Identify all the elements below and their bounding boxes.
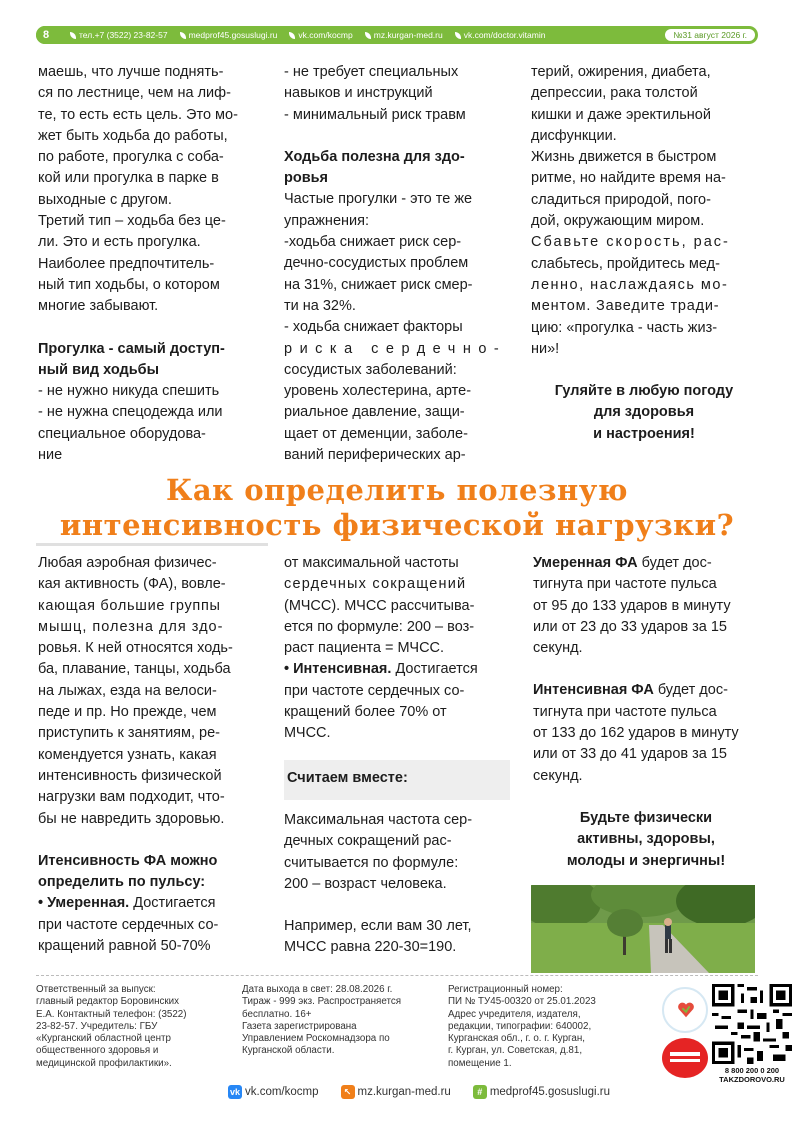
slogan-line: и настроения!: [593, 425, 695, 442]
title-line-2: интенсивность физической нагрузки?: [59, 508, 735, 542]
text-line: на 31%, снижает риск смер-: [284, 276, 473, 293]
campaign-logo: [662, 1038, 708, 1078]
footer-line: Газета зарегистрирована: [242, 1020, 357, 1032]
section-heading: Итенсивность ФА можно: [38, 852, 218, 869]
qr-code[interactable]: [712, 984, 792, 1064]
top-column-2: [284, 62, 510, 466]
text-line: ритме, но найдите время на-: [531, 170, 726, 187]
text-line: ный тип ходьбы, о котором: [38, 276, 220, 293]
section-heading: ный вид ходьбы: [38, 361, 159, 378]
hotline-number: 8 800 200 0 200: [724, 1066, 780, 1075]
text-line: от 133 до 162 ударов в минуту: [533, 725, 739, 742]
text-line: риальное давление, защи-: [284, 404, 465, 421]
text-span: будет дос-: [653, 682, 728, 699]
text-line: сладиться природой, пого-: [531, 191, 711, 208]
list-item: ние: [38, 447, 63, 464]
text-line: [533, 553, 759, 574]
text-line: приступить к занятиям, ре-: [38, 725, 221, 742]
text-line: интенсивность физической: [38, 767, 222, 784]
text-line: кращений более 70% от: [284, 704, 447, 721]
leaf-icon: [180, 32, 186, 39]
label-intense-fa: Интенсивная ФА: [533, 682, 654, 699]
footer-line: редакции, типографии: 640002,: [448, 1020, 592, 1032]
text-line: ни»!: [531, 340, 560, 357]
text-line: [533, 680, 759, 701]
slogan-line: для здоровья: [593, 404, 695, 421]
hotline-site: TAKZDOROVO.RU: [719, 1075, 785, 1084]
footer-line: Е.А. Контактный телефон: (3522): [36, 1008, 187, 1020]
footer-line: Управлением Роскомнадзора по: [242, 1033, 390, 1045]
text-line: тигнута при частоте пульса: [533, 576, 717, 593]
footer-column-3: [448, 984, 648, 1070]
text-line: уровень холестерина, арте-: [284, 383, 472, 400]
text-span: будет дос-: [637, 555, 712, 571]
text-line: на лыжах, езда на велоси-: [38, 682, 217, 699]
text-line: Максимальная частота сер-: [284, 812, 473, 828]
slogan-line: Гуляйте в любую погоду: [554, 383, 734, 400]
gos-link[interactable]: [473, 1085, 610, 1099]
leaf-icon: [70, 32, 76, 39]
text-line: [284, 659, 510, 680]
footer-links: [228, 1085, 632, 1099]
text-line: цию: «прогулка - часть жиз-: [531, 319, 718, 336]
divider: [36, 543, 268, 546]
text-line: слабьтесь, пройдитесь мед-: [531, 255, 720, 272]
leaf-icon: [365, 32, 371, 39]
text-line: кращений равной 50-70%: [38, 938, 211, 955]
text-line: педе и пр. Но прежде, чем: [38, 704, 217, 721]
header-bar: [36, 26, 758, 44]
text-line: сосудистых заболеваний:: [284, 361, 457, 378]
text-line: жет быть ходьба до работы,: [38, 127, 228, 144]
text-line: -ходьба снижает риск сер-: [284, 234, 462, 251]
text-line: ваний периферических ар-: [284, 447, 466, 464]
bottom-column-2: [284, 553, 510, 745]
text-line: терий, ожирения, диабета,: [531, 64, 711, 80]
text-line: [38, 893, 264, 914]
globe-icon: #: [473, 1085, 487, 1099]
slogan-line: Будьте физически: [579, 809, 713, 826]
footer-line: ПИ № ТУ45-00320 от 25.01.2023: [448, 996, 596, 1008]
list-item: - минимальный риск травм: [284, 106, 466, 123]
text-line: кающая большие группы: [38, 597, 221, 614]
footer-line: Адрес учредителя, издателя,: [448, 1008, 581, 1020]
text-line: Жизнь движется в быстром: [531, 149, 717, 166]
header-vk1[interactable]: [289, 30, 352, 40]
text-line: те, то есть есть цель. Это мо-: [38, 106, 238, 123]
footer-line: бесплатно. 16+: [242, 1008, 312, 1020]
text-line: кишки и даже эректильной: [531, 106, 711, 123]
vk-icon: vk: [229, 1087, 240, 1097]
text-line: щает от деменции, заболе-: [284, 425, 468, 442]
site2-text[interactable]: mz.kurgan-med.ru: [373, 30, 443, 40]
text-line: дечных сокращений рас-: [284, 833, 452, 850]
text-line: считывается по формуле:: [284, 854, 459, 871]
text-line: сердечных сокращений: [284, 576, 467, 593]
footer-line: Курганская обл., г. о. г. Курган,: [448, 1033, 585, 1045]
footer-line: общественного здоровья и: [36, 1045, 159, 1057]
footer-line: Дата выхода в свет: 28.08.2026 г.: [242, 984, 393, 995]
section-heading: Ходьба полезна для здо-: [284, 148, 465, 165]
site-link[interactable]: [341, 1085, 451, 1099]
text-line: ментом. Заведите тради-: [531, 298, 720, 315]
text-line: риска сердечно-: [284, 340, 507, 357]
list-item: специальное оборудова-: [38, 425, 206, 442]
section-heading: определить по пульсу:: [38, 874, 206, 891]
text-line: ба, плавание, танцы, ходьба: [38, 661, 231, 678]
footer-line: Ответственный за выпуск:: [36, 984, 156, 995]
text-line: депрессии, рака толстой: [531, 85, 698, 102]
list-item: - не нужно никуда спешить: [38, 383, 220, 400]
footer-line: главный редактор Боровинских: [36, 996, 180, 1008]
header-site1[interactable]: [180, 30, 278, 40]
footer-line: «Курганский областной центр: [36, 1033, 171, 1045]
calc-heading-wrap: [287, 768, 507, 789]
text-line: мышц, полезна для здо-: [38, 618, 224, 635]
header-site2[interactable]: [365, 30, 443, 40]
text-line: тигнута при частоте пульса: [533, 703, 717, 720]
text-line: ленно, наслаждаясь мо-: [531, 276, 729, 293]
vk1-text[interactable]: vk.com/kocmp: [298, 30, 353, 40]
footer-line: Регистрационный номер:: [448, 984, 563, 995]
text-line: бы не навредить здоровью.: [38, 810, 225, 827]
page-number: 8: [36, 26, 56, 44]
site1-text[interactable]: medprof45.gosuslugi.ru: [188, 30, 278, 40]
text-line: кая активность (ФА), вовле-: [38, 576, 226, 593]
text-line: Любая аэробная физичес-: [38, 555, 217, 571]
text-line: от 95 до 133 ударов в минуту: [533, 597, 731, 614]
header-vk2[interactable]: [455, 30, 546, 40]
phone-text: тел.+7 (3522) 23-82-57: [79, 30, 168, 40]
text-line: по работе, прогулка с соба-: [38, 149, 224, 166]
text-line: дисфункции.: [531, 127, 617, 144]
title-line-1: Как определить полезную: [166, 473, 628, 507]
footer-column-1: [36, 984, 226, 1070]
list-item: навыков и инструкций: [284, 85, 433, 102]
health-center-logo: [662, 987, 708, 1033]
label-intense: • Интенсивная.: [284, 661, 392, 678]
footer-line: 23-82-57. Учредитель: ГБУ: [36, 1020, 158, 1032]
label-moderate-fa: Умеренная ФА: [533, 555, 638, 571]
text-line: или от 33 до 41 ударов за 15: [533, 746, 727, 763]
top-column-1: [38, 62, 264, 466]
text-line: кой или прогулка в парке в: [38, 170, 219, 187]
text-span: Достигается: [391, 661, 478, 678]
bottom-column-1: [38, 553, 264, 957]
calc-column: [284, 810, 510, 959]
site-link-text[interactable]: mz.kurgan-med.ru: [357, 1086, 451, 1098]
label-moderate: • Умеренная.: [38, 895, 130, 912]
text-line: Например, если вам 30 лет,: [284, 918, 472, 935]
issue-badge: №31 август 2026 г.: [664, 28, 756, 42]
vk-link[interactable]: [228, 1085, 319, 1099]
text-line: секунд.: [533, 640, 583, 657]
text-span: Достигается: [129, 895, 216, 912]
footer-line: медицинской профилактики».: [36, 1057, 172, 1069]
park-walk-photo: [531, 885, 755, 973]
text-line: ется по формуле: 200 – воз-: [284, 618, 475, 635]
text-line: упражнения:: [284, 212, 369, 229]
text-line: МЧСС.: [284, 725, 331, 742]
text-line: ровья. К ней относятся ходь-: [38, 640, 233, 657]
text-line: МЧСС равна 220-30=190.: [284, 939, 457, 956]
text-line: секунд.: [533, 767, 583, 784]
leaf-icon: [289, 32, 295, 39]
top-column-3: [531, 62, 757, 445]
list-item: - не требует специальных: [284, 64, 459, 80]
text-line: при частоте сердечных со-: [284, 682, 465, 699]
text-line: 200 – возраст человека.: [284, 875, 447, 892]
header-phone: [70, 30, 168, 40]
text-line: маешь, что лучше поднять-: [38, 64, 224, 80]
text-line: выходные с другом.: [38, 191, 172, 208]
leaf-icon: [455, 32, 461, 39]
text-line: Сбавьте скорость, рас-: [531, 234, 730, 251]
text-line: дой, окружающим миром.: [531, 213, 705, 230]
text-line: Частые прогулки - это те же: [284, 191, 473, 208]
text-line: ся по лестнице, чем на лиф-: [38, 85, 231, 102]
footer-line: помещение 1.: [448, 1057, 512, 1069]
list-item: - не нужна спецодежда или: [38, 404, 223, 421]
slogan-line: активны, здоровы,: [577, 831, 715, 848]
bottom-column-3: [533, 553, 759, 872]
text-line: - ходьба снижает факторы: [284, 319, 463, 336]
calc-heading: Считаем вместе:: [287, 770, 408, 786]
article-title: [36, 473, 758, 543]
footer-line: Курганской области.: [242, 1045, 335, 1057]
text-line: Третий тип – ходьба без це-: [38, 213, 226, 230]
text-line: нагрузки вам подходит, что-: [38, 789, 225, 806]
slogan-line: молоды и энергичны!: [566, 852, 726, 869]
text-line: Наиболее предпочтитель-: [38, 255, 215, 272]
text-line: от максимальной частоты: [284, 555, 459, 571]
text-line: раст пациента = МЧСС.: [284, 640, 445, 657]
text-line: или от 23 до 33 ударов за 15: [533, 618, 727, 635]
footer-divider: [36, 975, 758, 976]
footer-line: Тираж - 999 экз. Распространяется: [242, 996, 402, 1008]
text-line: дечно-сосудистых проблем: [284, 255, 469, 272]
qr-caption: [712, 1066, 792, 1084]
gos-link-text[interactable]: medprof45.gosuslugi.ru: [489, 1086, 610, 1098]
cursor-icon: ↖: [341, 1085, 355, 1099]
text-line: многие забывают.: [38, 298, 159, 315]
footer-column-2: [242, 984, 442, 1058]
footer-line: г. Курган, ул. Советская, д.81,: [448, 1045, 583, 1057]
text-line: ти на 32%.: [284, 297, 356, 314]
vk2-text[interactable]: vk.com/doctor.vitamin: [463, 30, 546, 40]
text-line: комендуется узнать, какая: [38, 746, 217, 763]
text-line: при частоте сердечных со-: [38, 916, 219, 933]
vk-link-text[interactable]: vk.com/kocmp: [245, 1086, 319, 1098]
text-line: (МЧСС). МЧСС рассчитыва-: [284, 597, 475, 614]
text-line: ли. Это и есть прогулка.: [38, 234, 201, 251]
section-heading: ровья: [284, 170, 329, 187]
section-heading: Прогулка - самый доступ-: [38, 340, 225, 357]
